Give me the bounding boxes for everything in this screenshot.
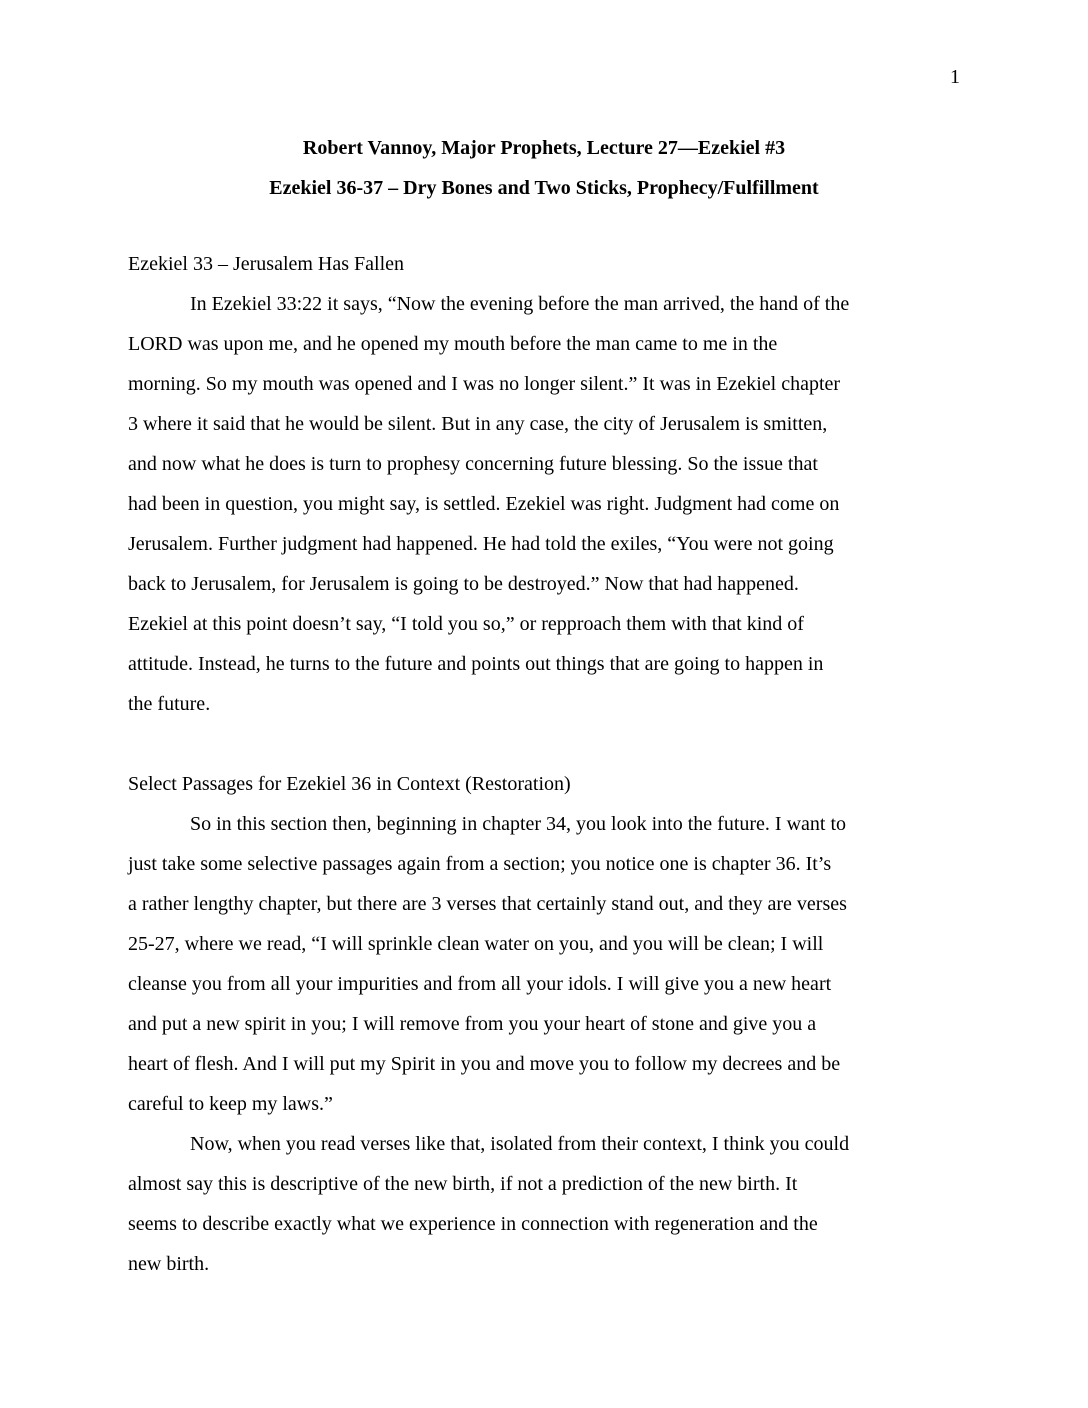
text-line: morning. So my mouth was opened and I was no longer silent.” It was in Ezekiel chapter [128, 373, 841, 395]
text-line: So in this section then, beginning in chapter 34, you look into the future. I want to [190, 813, 847, 835]
text-line: LORD was upon me, and he opened my mouth before the man came to me in the [128, 333, 778, 355]
lecture-title [128, 128, 960, 208]
text-line: new birth. [128, 1253, 210, 1275]
text-line: Ezekiel at this point doesn’t say, “I told you so,” or repproach them with that kind of [128, 613, 804, 635]
text-line: 25-27, where we read, “I will sprinkle clean water on you, and you will be clean; I will [128, 933, 824, 955]
text-line: 3 where it said that he would be silent. But in any case, the city of Jerusalem is smitten, [128, 413, 828, 435]
paragraph [128, 804, 960, 1124]
text-line: almost say this is descriptive of the new birth, if not a prediction of the new birth. It [128, 1173, 798, 1195]
text-line: and put a new spirit in you; I will remove from you your heart of stone and give you a [128, 1013, 817, 1035]
section-heading: Ezekiel 33 – Jerusalem Has Fallen [128, 253, 405, 275]
text-line: In Ezekiel 33:22 it says, “Now the evening before the man arrived, the hand of the [190, 293, 850, 315]
text-line: just take some selective passages again from a section; you notice one is chapter 36. It’s [128, 853, 832, 875]
page-number: 1 [950, 66, 960, 88]
text-line: cleanse you from all your impurities and from all your idols. I will give you a new heart [128, 973, 832, 995]
text-line: Now, when you read verses like that, isolated from their context, I think you could [190, 1133, 850, 1155]
section-heading: Select Passages for Ezekiel 36 in Context (Restoration) [128, 773, 571, 795]
text-line: careful to keep my laws.” [128, 1093, 333, 1115]
text-line: heart of flesh. And I will put my Spirit in you and move you to follow my decrees and be [128, 1053, 841, 1075]
paragraph [128, 284, 960, 724]
paragraph [128, 1124, 960, 1284]
text-line: and now what he does is turn to prophesy concerning future blessing. So the issue that [128, 453, 818, 475]
section-gap [128, 724, 960, 764]
text-line: had been in question, you might say, is settled. Ezekiel was right. Judgment had come on [128, 493, 840, 515]
text-line: attitude. Instead, he turns to the future and points out things that are going to happen in [128, 653, 824, 675]
title-line-2: Ezekiel 36-37 – Dry Bones and Two Sticks, Prophecy/Fulfillment [269, 177, 819, 199]
text-line: back to Jerusalem, for Jerusalem is going to be destroyed.” Now that had happened. [128, 573, 799, 595]
document-body [128, 244, 960, 1284]
text-line: seems to describe exactly what we experience in connection with regeneration and the [128, 1213, 818, 1235]
text-line: the future. [128, 693, 211, 715]
text-line: Jerusalem. Further judgment had happened. He had told the exiles, “You were not going [128, 533, 834, 555]
text-line: a rather lengthy chapter, but there are 3 verses that certainly stand out, and they are verses [128, 893, 847, 915]
title-line-1: Robert Vannoy, Major Prophets, Lecture 27—Ezekiel #3 [302, 137, 786, 159]
